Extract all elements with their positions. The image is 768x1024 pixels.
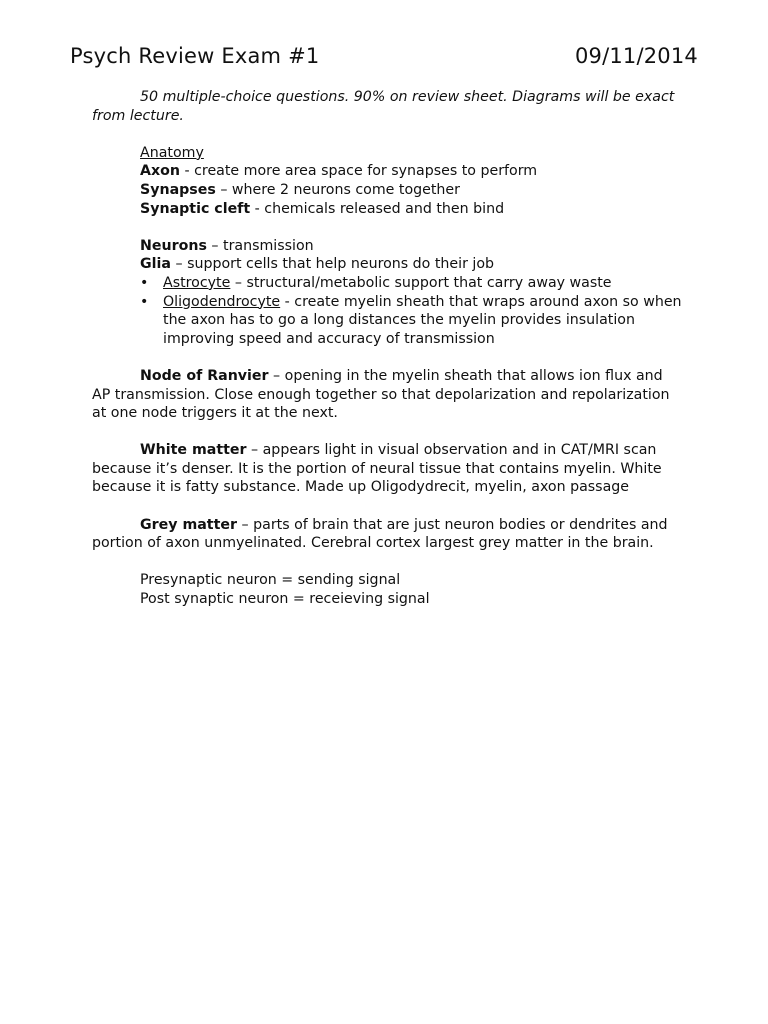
neurons-term: Neurons xyxy=(140,237,207,254)
ranvier-def: – opening in the myelin sheath that allows ion flux and AP transmission. Close enough together so that depolarization and repolarization at one node triggers it at the next. xyxy=(92,367,670,422)
white-matter-paragraph xyxy=(92,441,682,497)
synapses-definition xyxy=(92,181,682,200)
cleft-definition xyxy=(92,200,682,219)
synapses-def: – where 2 neurons come together xyxy=(215,181,460,198)
anatomy-heading xyxy=(92,144,682,163)
ranvier-term: Node of Ranvier xyxy=(140,367,269,384)
presynaptic-line: Presynaptic neuron = sending signal xyxy=(140,572,401,589)
grey-matter-term: Grey matter xyxy=(140,516,237,533)
cleft-def: - chemicals released and then bind xyxy=(250,200,505,217)
ranvier-paragraph xyxy=(92,367,682,423)
cleft-term: Synaptic cleft xyxy=(140,200,251,217)
grey-matter-paragraph xyxy=(92,516,682,553)
neurons-def: – transmission xyxy=(206,237,314,254)
page-date: 09/11/2014 xyxy=(574,44,698,68)
anatomy-heading-text: Anatomy xyxy=(140,144,204,161)
glia-definition xyxy=(92,255,682,274)
astrocyte-term: Astrocyte xyxy=(163,274,231,291)
bullet-icon: • xyxy=(140,293,149,310)
page-title: Psych Review Exam #1 xyxy=(70,44,320,68)
white-matter-term: White matter xyxy=(140,442,247,459)
list-item xyxy=(140,293,682,349)
white-matter-def: – appears light in visual observation and in CAT/MRI scan because it’s denser. It is the portion of neural tissue that contains myelin. White because it is fatty substance. Made up Oligodydrecit, myelin, axon passage xyxy=(92,442,662,496)
intro-paragraph: 50 multiple-choice questions. 90% on review sheet. Diagrams will be exact from lecture. xyxy=(92,89,675,124)
glia-def: – support cells that help neurons do their job xyxy=(170,256,495,273)
document-body xyxy=(92,88,682,609)
axon-definition xyxy=(92,162,682,181)
oligodendrocyte-def: - create myelin sheath that wraps around axon so when the axon has to go a long distances the myelin provides insulation improving speed and accuracy of transmission xyxy=(163,293,682,347)
neurons-definition xyxy=(92,237,682,256)
oligodendrocyte-term: Oligodendrocyte xyxy=(163,293,281,310)
glia-types-list xyxy=(92,274,682,348)
postsynaptic-line: Post synaptic neuron = receieving signal xyxy=(140,591,430,608)
list-item xyxy=(140,274,682,293)
glia-term: Glia xyxy=(140,256,171,273)
astrocyte-def: – structural/metabolic support that carry away waste xyxy=(230,274,612,291)
axon-def: - create more area space for synapses to perform xyxy=(179,163,538,180)
synapses-term: Synapses xyxy=(140,181,216,198)
axon-term: Axon xyxy=(140,163,180,180)
grey-matter-def: – parts of brain that are just neuron bodies or dendrites and portion of axon unmyelinated. Cerebral cortex largest grey matter in the brain. xyxy=(92,516,668,552)
bullet-icon: • xyxy=(140,274,149,291)
